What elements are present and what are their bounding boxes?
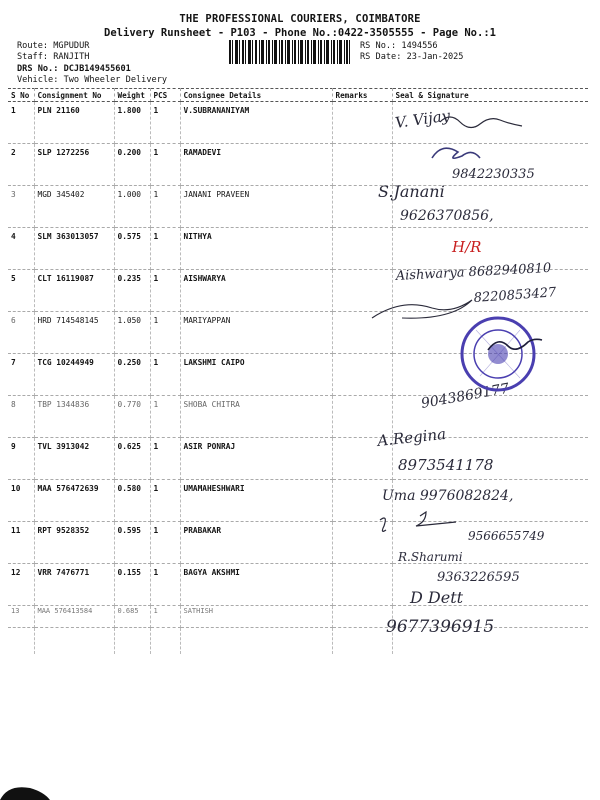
- cell-consignee: BAGYA AKSHMI: [180, 564, 332, 606]
- handwritten-phone-12: 9363226595: [437, 570, 520, 585]
- cell-sno: 6: [8, 312, 34, 354]
- handwritten-phone-11: 9566655749: [468, 529, 545, 543]
- cell-sno: 2: [8, 144, 34, 186]
- table-row: [8, 228, 588, 270]
- company-title: THE PROFESSIONAL COURIERS, COIMBATORE: [179, 13, 421, 25]
- cell-signature: [392, 480, 588, 522]
- table-header-row: [8, 89, 588, 102]
- cell-consignee: SHOBA CHITRA: [180, 396, 332, 438]
- col-header-remarks: Remarks: [332, 89, 392, 102]
- barcode-image: [229, 40, 350, 64]
- table-row: [8, 186, 588, 228]
- handwritten-signature-1: V. Vijay: [394, 106, 452, 132]
- cell-pcs: 1: [150, 522, 180, 564]
- cell-consignment: SLM 363013057: [34, 228, 114, 270]
- cell-consignee: RAMADEVI: [180, 144, 332, 186]
- cell-remarks: [332, 144, 392, 186]
- col-header-consignment: Consignment No: [34, 89, 114, 102]
- table-row: [8, 606, 588, 628]
- cell-consignment: TVL 3913042: [34, 438, 114, 480]
- cell-consignment: SLP 1272256: [34, 144, 114, 186]
- cell-consignee: MARIYAPPAN: [180, 312, 332, 354]
- handwritten-name-3: S.Janani: [378, 182, 445, 201]
- cell-consignee: AISHWARYA: [180, 270, 332, 312]
- cell-sno: 7: [8, 354, 34, 396]
- table-row: [8, 144, 588, 186]
- rs-date: RS Date: 23-Jan-2025: [360, 52, 464, 62]
- cell-sno: 13: [8, 606, 34, 628]
- cell-remarks: [332, 564, 392, 606]
- col-header-consignee: Consignee Details: [180, 89, 332, 102]
- cell-remarks: [332, 396, 392, 438]
- cell-weight: 0.200: [114, 144, 150, 186]
- cell-signature: [392, 564, 588, 606]
- table-row: [8, 270, 588, 312]
- table-row: [8, 354, 588, 396]
- cell-blank: [114, 628, 150, 655]
- cell-signature: [392, 228, 588, 270]
- cell-consignment: PLN 21160: [34, 102, 114, 144]
- cell-consignee: PRABAKAR: [180, 522, 332, 564]
- handwritten-hr-4: H/R: [452, 238, 482, 256]
- cell-remarks: [332, 480, 392, 522]
- handwritten-phone-6: 8220853427: [473, 285, 557, 306]
- rs-number: RS No.: 1494556: [360, 41, 438, 51]
- col-header-sno: S No: [8, 89, 34, 102]
- cell-blank: [34, 628, 114, 655]
- cell-sno: 1: [8, 102, 34, 144]
- cell-remarks: [332, 270, 392, 312]
- cell-consignee: JANANI PRAVEEN: [180, 186, 332, 228]
- table-row: [8, 480, 588, 522]
- cell-pcs: 1: [150, 102, 180, 144]
- cell-pcs: 1: [150, 480, 180, 522]
- cell-signature: [392, 312, 588, 354]
- cell-blank: [8, 628, 34, 655]
- cell-weight: 0.155: [114, 564, 150, 606]
- cell-sno: 8: [8, 396, 34, 438]
- cell-consignment: MGD 345402: [34, 186, 114, 228]
- handwritten-phone-8: 9043869177: [419, 380, 511, 412]
- cell-blank: [392, 628, 588, 655]
- cell-signature: [392, 522, 588, 564]
- table-row: [8, 564, 588, 606]
- cell-pcs: 1: [150, 228, 180, 270]
- cell-pcs: 1: [150, 312, 180, 354]
- handwritten-sign-10: Uma 9976082824,: [382, 488, 514, 504]
- handwritten-phone-2: 9842230335: [452, 167, 535, 182]
- cell-consignment: RPT 9528352: [34, 522, 114, 564]
- cell-remarks: [332, 102, 392, 144]
- cell-pcs: 1: [150, 186, 180, 228]
- cell-weight: 1.050: [114, 312, 150, 354]
- cell-weight: 0.770: [114, 396, 150, 438]
- cell-consignee: LAKSHMI CAIPO: [180, 354, 332, 396]
- cell-pcs: 1: [150, 606, 180, 628]
- cell-remarks: [332, 522, 392, 564]
- cell-consignee: SATHISH: [180, 606, 332, 628]
- table-row-blank: [8, 628, 588, 655]
- runsheet-title: Delivery Runsheet - P103 - Phone No.:0422-3505555 - Page No.:1: [104, 27, 496, 39]
- cell-weight: 1.000: [114, 186, 150, 228]
- cell-sno: 11: [8, 522, 34, 564]
- handwritten-name-9: A.Regina: [376, 424, 447, 450]
- cell-remarks: [332, 186, 392, 228]
- cell-signature: [392, 438, 588, 480]
- table-row: [8, 522, 588, 564]
- cell-weight: 1.800: [114, 102, 150, 144]
- handwritten-name-13: D Dett: [410, 588, 464, 607]
- cell-consignment: CLT 16119087: [34, 270, 114, 312]
- cell-signature: [392, 354, 588, 396]
- col-header-weight: Weight: [114, 89, 150, 102]
- table-row: [8, 102, 588, 144]
- cell-sno: 10: [8, 480, 34, 522]
- vehicle-label: Vehicle: Two Wheeler Delivery: [17, 75, 168, 85]
- staff-label: Staff: RANJITH: [17, 52, 90, 62]
- table-row: [8, 312, 588, 354]
- cell-signature: [392, 270, 588, 312]
- cell-weight: 0.685: [114, 606, 150, 628]
- cell-signature: [392, 144, 588, 186]
- col-header-pcs: PCS: [150, 89, 180, 102]
- cell-signature: [392, 186, 588, 228]
- col-header-signature: Seal & Signature: [392, 89, 588, 102]
- cell-blank: [180, 628, 332, 655]
- cell-pcs: 1: [150, 564, 180, 606]
- drs-number: DRS No.: DCJB149455601: [17, 64, 131, 74]
- handwritten-phone-13: 9677396915: [386, 617, 495, 637]
- handwritten-phone-3: 9626370856,: [400, 208, 494, 224]
- cell-sno: 4: [8, 228, 34, 270]
- handwritten-name-12: R.Sharumi: [398, 550, 463, 564]
- cell-blank: [150, 628, 180, 655]
- cell-remarks: [332, 438, 392, 480]
- cell-sno: 9: [8, 438, 34, 480]
- cell-pcs: 1: [150, 144, 180, 186]
- cell-consignee: ASIR PONRAJ: [180, 438, 332, 480]
- cell-remarks: [332, 354, 392, 396]
- cell-sno: 5: [8, 270, 34, 312]
- cell-weight: 0.595: [114, 522, 150, 564]
- handwritten-sign-5: Aishwarya 8682940810: [395, 260, 552, 284]
- cell-consignment: MAA 576472639: [34, 480, 114, 522]
- cell-signature: [392, 606, 588, 628]
- cell-sno: 3: [8, 186, 34, 228]
- cell-weight: 0.250: [114, 354, 150, 396]
- cell-pcs: 1: [150, 438, 180, 480]
- cell-consignee: UMAMAHESHWARI: [180, 480, 332, 522]
- cell-consignment: TBP 1344836: [34, 396, 114, 438]
- cell-remarks: [332, 606, 392, 628]
- cell-pcs: 1: [150, 354, 180, 396]
- table-row: [8, 396, 588, 438]
- cell-consignment: MAA 576413584: [34, 606, 114, 628]
- cell-weight: 0.235: [114, 270, 150, 312]
- cell-consignee: NITHYA: [180, 228, 332, 270]
- runsheet-table: [8, 88, 588, 722]
- cell-pcs: 1: [150, 396, 180, 438]
- cell-weight: 0.575: [114, 228, 150, 270]
- cell-consignment: TCG 10244949: [34, 354, 114, 396]
- cell-consignment: HRD 714548145: [34, 312, 114, 354]
- cell-remarks: [332, 228, 392, 270]
- page-corner-shadow: [0, 780, 60, 800]
- cell-signature: [392, 396, 588, 438]
- route-label: Route: MGPUDUR: [17, 41, 90, 51]
- cell-blank: [332, 628, 392, 655]
- cell-signature: [392, 102, 588, 144]
- handwritten-phone-9: 8973541178: [398, 456, 494, 474]
- cell-consignee: V.SUBRANANIYAM: [180, 102, 332, 144]
- cell-weight: 0.625: [114, 438, 150, 480]
- cell-pcs: 1: [150, 270, 180, 312]
- table-row: [8, 438, 588, 480]
- cell-consignment: VRR 7476771: [34, 564, 114, 606]
- cell-sno: 12: [8, 564, 34, 606]
- cell-remarks: [332, 312, 392, 354]
- cell-weight: 0.580: [114, 480, 150, 522]
